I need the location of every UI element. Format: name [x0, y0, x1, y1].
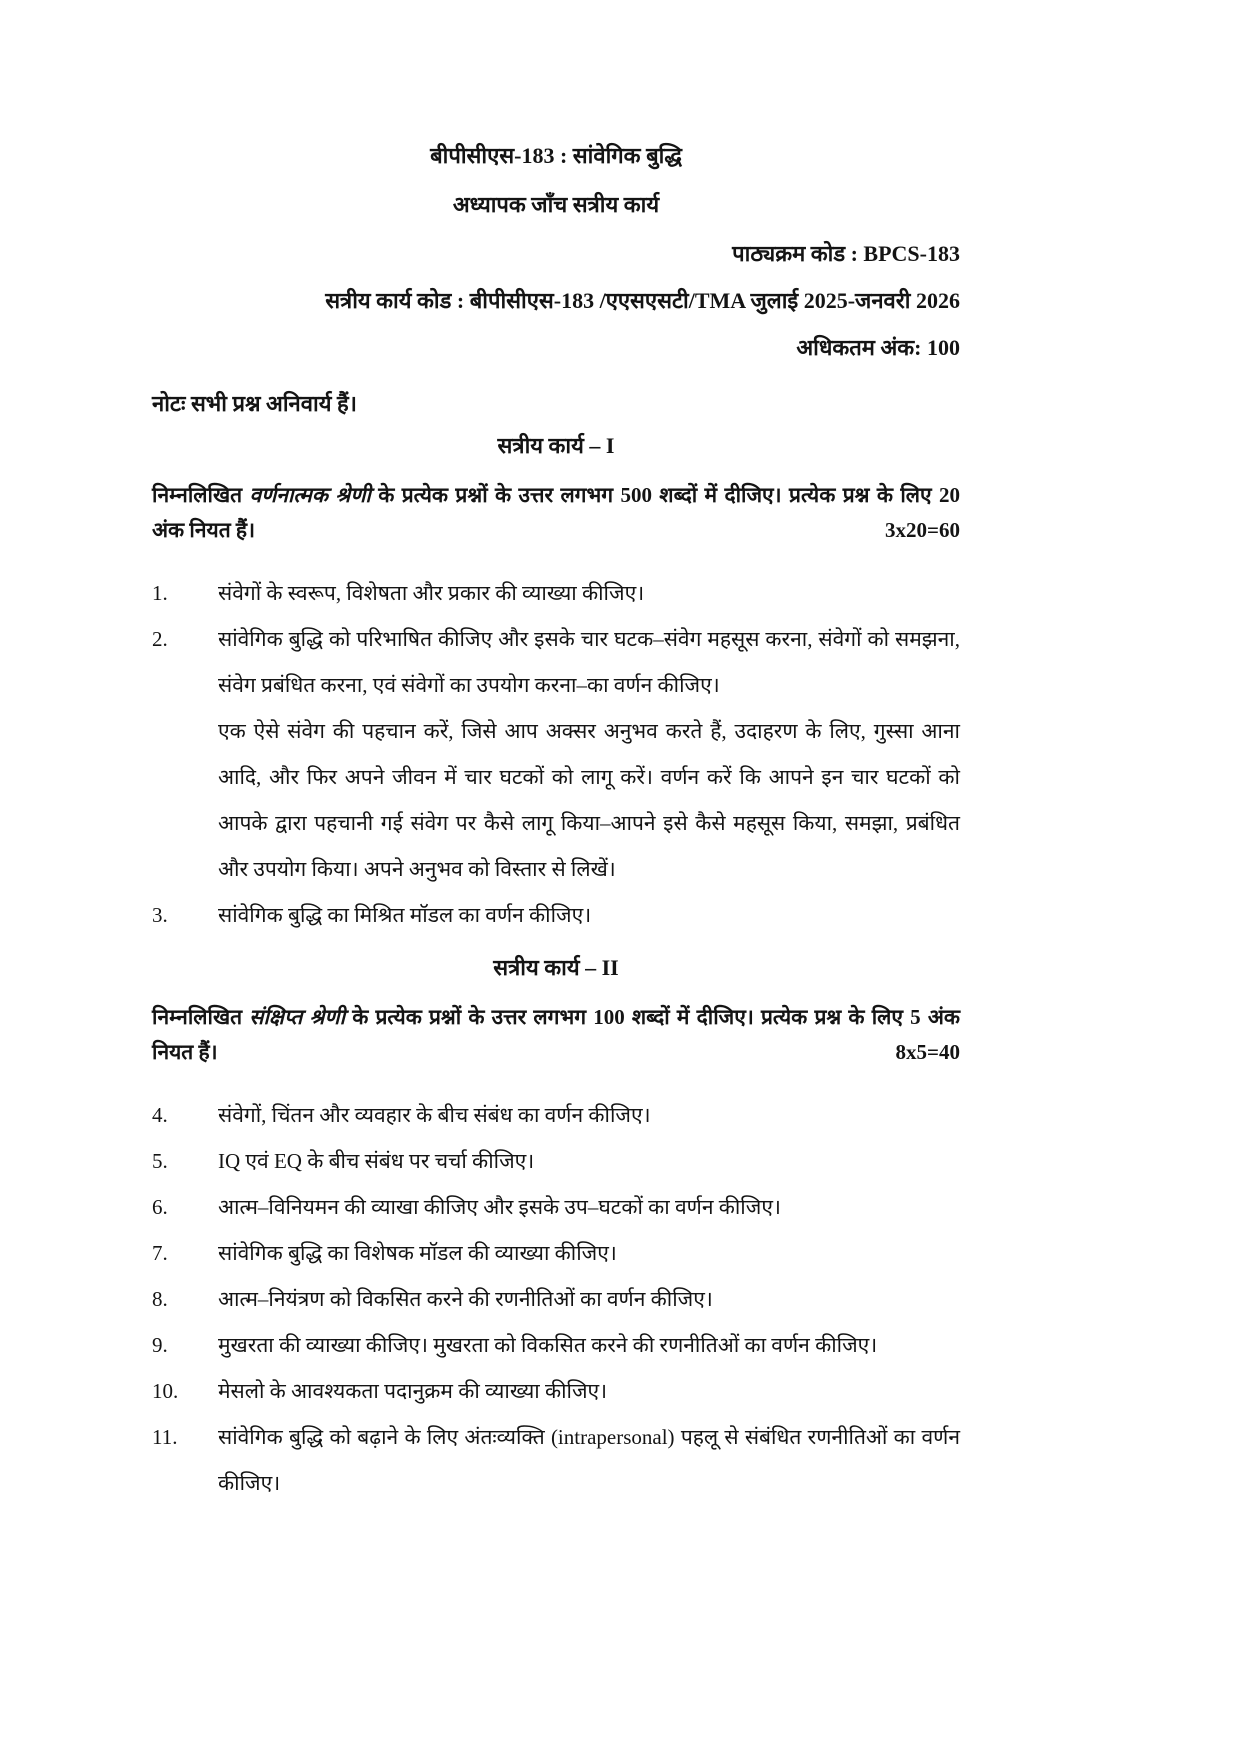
instruction-prefix: निम्नलिखित — [152, 1005, 250, 1029]
question-paragraph: सांवेगिक बुद्धि को परिभाषित कीजिए और इसके चार घटक–संवेग महसूस करना, संवेगों को समझना, संवेग प्रबंधित करना, एवं संवेगों का उपयोग करना–का वर्णन कीजिए। — [218, 627, 960, 697]
question-number: 4. — [152, 1103, 168, 1127]
question-item — [152, 1092, 960, 1138]
question-number: 11. — [152, 1425, 178, 1449]
doc-subtitle: अध्यापक जाँच सत्रीय कार्य — [452, 192, 660, 217]
question-number: 1. — [152, 581, 168, 605]
question-item — [152, 616, 960, 892]
question-item — [152, 1414, 960, 1506]
document-content — [152, 142, 960, 1506]
question-item — [152, 1230, 960, 1276]
section-2-questions — [152, 1092, 960, 1506]
question-text: मेसलो के आवश्यकता पदानुक्रम की व्याख्या कीजिए। — [218, 1379, 608, 1403]
section-2-heading: सत्रीय कार्य – II — [493, 955, 619, 980]
question-text: सांवेगिक बुद्धि का मिश्रित मॉडल का वर्णन कीजिए। — [218, 903, 592, 927]
question-text — [218, 616, 960, 892]
question-text: मुखरता की व्याख्या कीजिए। मुखरता को विकसित करने की रणनीतिओं का वर्णन कीजिए। — [218, 1333, 878, 1357]
question-number: 9. — [152, 1333, 168, 1357]
note: नोटः सभी प्रश्न अनिवार्य हैं। — [152, 391, 357, 416]
question-text: संवेगों, चिंतन और व्यवहार के बीच संबंध का वर्णन कीजिए। — [218, 1103, 651, 1127]
section-1-questions — [152, 570, 960, 938]
question-number: 3. — [152, 903, 168, 927]
section-1-instruction — [152, 478, 960, 548]
question-number: 5. — [152, 1149, 168, 1173]
question-text: सांवेगिक बुद्धि का विशेषक मॉडल की व्याख्या कीजिए। — [218, 1241, 617, 1265]
question-text: आत्म–नियंत्रण को विकसित करने की रणनीतिओं का वर्णन कीजिए। — [218, 1287, 713, 1311]
question-item — [152, 1184, 960, 1230]
question-item — [152, 570, 960, 616]
question-number: 6. — [152, 1195, 168, 1219]
question-item — [152, 892, 960, 938]
section-1 — [152, 432, 960, 938]
course-code: पाठ्यक्रम कोड : BPCS-183 — [732, 241, 960, 266]
question-number: 10. — [152, 1379, 179, 1403]
instruction-emphasis: वर्णनात्मक श्रेणी — [249, 483, 371, 507]
question-number: 7. — [152, 1241, 168, 1265]
question-item — [152, 1276, 960, 1322]
assignment-code: सत्रीय कार्य कोड : बीपीसीएस-183 /एएसएसटी/TMA जुलाई 2025-जनवरी 2026 — [325, 288, 960, 313]
section-2 — [152, 954, 960, 1506]
question-text: आत्म–विनियमन की व्याखा कीजिए और इसके उप–घटकों का वर्णन कीजिए। — [218, 1195, 781, 1219]
instruction-emphasis: संक्षिप्त श्रेणी — [249, 1005, 346, 1029]
question-paragraph: एक ऐसे संवेग की पहचान करें, जिसे आप अक्सर अनुभव करते हैं, उदाहरण के लिए, गुस्सा आना आदि, और फिर अपने जीवन में चार घटकों को लागू करें। वर्णन करें कि आपने इन चार घटकों को आपके द्वारा पहचानी गई संवेग पर कैसे लागू किया–आपने इसे कैसे महसूस किया, समझा, प्रबंधित और उपयोग किया। अपने अनुभव को विस्तार से लिखें। — [218, 719, 960, 881]
instruction-rest: के प्रत्येक प्रश्नों के उत्तर लगभग 100 शब्दों में दीजिए। प्रत्येक प्रश्न के लिए 5 अंक नियत हैं। — [152, 1005, 960, 1064]
question-item — [152, 1138, 960, 1184]
question-text: संवेगों के स्वरूप, विशेषता और प्रकार की व्याख्या कीजिए। — [218, 581, 645, 605]
instruction-rest: के प्रत्येक प्रश्नों के उत्तर लगभग 500 शब्दों में दीजिए। प्रत्येक प्रश्न के लिए 20 अंक नियत हैं। — [152, 483, 960, 542]
instruction-prefix: निम्नलिखित — [152, 483, 250, 507]
question-number: 2. — [152, 627, 168, 651]
max-marks: अधिकतम अंक: 100 — [796, 335, 960, 360]
section-1-heading: सत्रीय कार्य – I — [497, 433, 615, 458]
section-2-instruction — [152, 1000, 960, 1070]
question-text: सांवेगिक बुद्धि को बढ़ाने के लिए अंतःव्यक्ति (intrapersonal) पहलू से संबंधित रणनीतिओं का वर्णन कीजिए। — [218, 1425, 960, 1495]
doc-title: बीपीसीएस-183 : सांवेगिक बुद्धि — [430, 143, 682, 168]
question-item — [152, 1368, 960, 1414]
question-item — [152, 1322, 960, 1368]
section-1-marks: 3x20=60 — [885, 518, 960, 542]
question-number: 8. — [152, 1287, 168, 1311]
question-text: IQ एवं EQ के बीच संबंध पर चर्चा कीजिए। — [218, 1149, 535, 1173]
section-2-marks: 8x5=40 — [895, 1040, 960, 1064]
